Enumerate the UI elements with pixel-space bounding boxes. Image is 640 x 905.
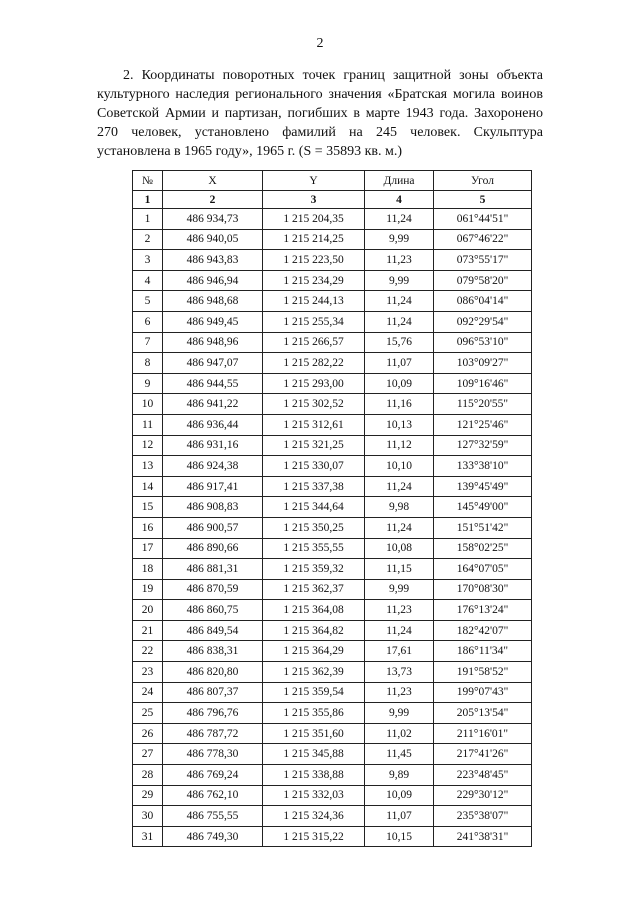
column-number: 4 xyxy=(365,191,434,209)
table-row xyxy=(133,394,532,415)
cell-number: 23 xyxy=(133,662,163,683)
cell-length: 10,13 xyxy=(365,414,434,435)
cell-y: 1 215 223,50 xyxy=(263,250,365,271)
cell-number: 17 xyxy=(133,538,163,559)
cell-y: 1 215 345,88 xyxy=(263,744,365,765)
cell-length: 11,24 xyxy=(365,620,434,641)
cell-y: 1 215 266,57 xyxy=(263,332,365,353)
cell-y: 1 215 362,39 xyxy=(263,662,365,683)
table-row xyxy=(133,662,532,683)
cell-number: 7 xyxy=(133,332,163,353)
table-row xyxy=(133,559,532,580)
table-row xyxy=(133,373,532,394)
cell-x: 486 787,72 xyxy=(163,723,263,744)
cell-angle: 151°51'42" xyxy=(434,517,532,538)
cell-length: 11,24 xyxy=(365,209,434,230)
cell-number: 18 xyxy=(133,559,163,580)
table-row xyxy=(133,435,532,456)
cell-y: 1 215 312,61 xyxy=(263,414,365,435)
cell-length: 11,07 xyxy=(365,353,434,374)
cell-x: 486 943,83 xyxy=(163,250,263,271)
cell-x: 486 769,24 xyxy=(163,765,263,786)
column-number: 3 xyxy=(263,191,365,209)
cell-angle: 182°42'07" xyxy=(434,620,532,641)
table-row xyxy=(133,311,532,332)
cell-length: 17,61 xyxy=(365,641,434,662)
table-row xyxy=(133,270,532,291)
cell-x: 486 936,44 xyxy=(163,414,263,435)
cell-y: 1 215 244,13 xyxy=(263,291,365,312)
cell-length: 11,07 xyxy=(365,806,434,827)
cell-length: 9,99 xyxy=(365,579,434,600)
cell-number: 22 xyxy=(133,641,163,662)
table-row xyxy=(133,291,532,312)
cell-x: 486 900,57 xyxy=(163,517,263,538)
cell-angle: 158°02'25" xyxy=(434,538,532,559)
table-header-row xyxy=(133,171,532,191)
cell-angle: 241°38'31" xyxy=(434,826,532,847)
cell-angle: 186°11'34" xyxy=(434,641,532,662)
table-row xyxy=(133,517,532,538)
cell-length: 11,15 xyxy=(365,559,434,580)
header-x: X xyxy=(163,171,263,191)
table-row xyxy=(133,538,532,559)
cell-number: 1 xyxy=(133,209,163,230)
cell-angle: 211°16'01" xyxy=(434,723,532,744)
cell-angle: 199°07'43" xyxy=(434,682,532,703)
cell-length: 9,99 xyxy=(365,229,434,250)
table-row xyxy=(133,826,532,847)
cell-number: 25 xyxy=(133,703,163,724)
cell-length: 9,99 xyxy=(365,703,434,724)
cell-x: 486 870,59 xyxy=(163,579,263,600)
cell-length: 9,98 xyxy=(365,497,434,518)
table-row xyxy=(133,806,532,827)
table-row xyxy=(133,682,532,703)
cell-angle: 096°53'10" xyxy=(434,332,532,353)
cell-angle: 223°48'45" xyxy=(434,765,532,786)
table-row xyxy=(133,250,532,271)
cell-x: 486 849,54 xyxy=(163,620,263,641)
section-paragraph: 2. Координаты поворотных точек границ защитной зоны объекта культурного наследия регионального значения «Братская могила воинов Советской Армии и партизан, погибших в марте 1943 года. Захоронено 270 человек, установлено фамилий на 245 человек. Скульптура установлена в 1965 году», 1965 г. (S = 35893 кв. м.) xyxy=(97,68,543,159)
cell-y: 1 215 214,25 xyxy=(263,229,365,250)
cell-y: 1 215 332,03 xyxy=(263,785,365,806)
cell-x: 486 908,83 xyxy=(163,497,263,518)
cell-angle: 170°08'30" xyxy=(434,579,532,600)
page-number: 2 xyxy=(316,36,324,51)
header-y: Y xyxy=(263,171,365,191)
table-row xyxy=(133,620,532,641)
table-row xyxy=(133,785,532,806)
table-row xyxy=(133,229,532,250)
cell-number: 27 xyxy=(133,744,163,765)
cell-length: 11,23 xyxy=(365,600,434,621)
cell-length: 13,73 xyxy=(365,662,434,683)
cell-length: 10,09 xyxy=(365,785,434,806)
cell-number: 8 xyxy=(133,353,163,374)
cell-angle: 133°38'10" xyxy=(434,456,532,477)
cell-y: 1 215 204,35 xyxy=(263,209,365,230)
cell-number: 10 xyxy=(133,394,163,415)
cell-x: 486 944,55 xyxy=(163,373,263,394)
cell-x: 486 807,37 xyxy=(163,682,263,703)
header-length: Длина xyxy=(365,171,434,191)
cell-x: 486 947,07 xyxy=(163,353,263,374)
table-row xyxy=(133,723,532,744)
cell-angle: 235°38'07" xyxy=(434,806,532,827)
cell-length: 11,24 xyxy=(365,291,434,312)
table-row xyxy=(133,579,532,600)
cell-number: 3 xyxy=(133,250,163,271)
cell-x: 486 890,66 xyxy=(163,538,263,559)
cell-number: 16 xyxy=(133,517,163,538)
cell-x: 486 948,68 xyxy=(163,291,263,312)
cell-length: 10,10 xyxy=(365,456,434,477)
cell-y: 1 215 350,25 xyxy=(263,517,365,538)
cell-number: 2 xyxy=(133,229,163,250)
cell-length: 11,24 xyxy=(365,517,434,538)
cell-length: 11,02 xyxy=(365,723,434,744)
cell-number: 30 xyxy=(133,806,163,827)
cell-x: 486 934,73 xyxy=(163,209,263,230)
cell-number: 6 xyxy=(133,311,163,332)
cell-angle: 145°49'00" xyxy=(434,497,532,518)
cell-y: 1 215 282,22 xyxy=(263,353,365,374)
cell-angle: 115°20'55" xyxy=(434,394,532,415)
cell-length: 9,89 xyxy=(365,765,434,786)
cell-x: 486 755,55 xyxy=(163,806,263,827)
cell-x: 486 931,16 xyxy=(163,435,263,456)
cell-y: 1 215 338,88 xyxy=(263,765,365,786)
cell-x: 486 948,96 xyxy=(163,332,263,353)
cell-y: 1 215 234,29 xyxy=(263,270,365,291)
cell-number: 14 xyxy=(133,476,163,497)
cell-y: 1 215 344,64 xyxy=(263,497,365,518)
cell-angle: 079°58'20" xyxy=(434,270,532,291)
cell-length: 10,09 xyxy=(365,373,434,394)
cell-y: 1 215 364,08 xyxy=(263,600,365,621)
cell-length: 9,99 xyxy=(365,270,434,291)
cell-number: 28 xyxy=(133,765,163,786)
cell-length: 11,45 xyxy=(365,744,434,765)
cell-angle: 061°44'51" xyxy=(434,209,532,230)
cell-y: 1 215 255,34 xyxy=(263,311,365,332)
table-row xyxy=(133,703,532,724)
cell-y: 1 215 359,54 xyxy=(263,682,365,703)
cell-y: 1 215 321,25 xyxy=(263,435,365,456)
cell-number: 11 xyxy=(133,414,163,435)
cell-angle: 067°46'22" xyxy=(434,229,532,250)
cell-y: 1 215 324,36 xyxy=(263,806,365,827)
cell-angle: 229°30'12" xyxy=(434,785,532,806)
cell-y: 1 215 293,00 xyxy=(263,373,365,394)
cell-y: 1 215 315,22 xyxy=(263,826,365,847)
cell-x: 486 941,22 xyxy=(163,394,263,415)
table-row xyxy=(133,414,532,435)
cell-angle: 121°25'46" xyxy=(434,414,532,435)
cell-angle: 109°16'46" xyxy=(434,373,532,394)
cell-x: 486 796,76 xyxy=(163,703,263,724)
cell-number: 9 xyxy=(133,373,163,394)
cell-y: 1 215 355,55 xyxy=(263,538,365,559)
table-row xyxy=(133,209,532,230)
cell-length: 11,24 xyxy=(365,476,434,497)
cell-angle: 127°32'59" xyxy=(434,435,532,456)
column-number: 5 xyxy=(434,191,532,209)
cell-y: 1 215 362,37 xyxy=(263,579,365,600)
cell-y: 1 215 364,82 xyxy=(263,620,365,641)
cell-length: 11,24 xyxy=(365,311,434,332)
cell-length: 10,08 xyxy=(365,538,434,559)
table-row xyxy=(133,476,532,497)
cell-angle: 176°13'24" xyxy=(434,600,532,621)
cell-x: 486 749,30 xyxy=(163,826,263,847)
cell-length: 11,16 xyxy=(365,394,434,415)
cell-length: 15,76 xyxy=(365,332,434,353)
cell-y: 1 215 330,07 xyxy=(263,456,365,477)
cell-x: 486 924,38 xyxy=(163,456,263,477)
cell-y: 1 215 351,60 xyxy=(263,723,365,744)
cell-angle: 073°55'17" xyxy=(434,250,532,271)
cell-x: 486 946,94 xyxy=(163,270,263,291)
cell-angle: 092°29'54" xyxy=(434,311,532,332)
cell-number: 24 xyxy=(133,682,163,703)
cell-angle: 164°07'05" xyxy=(434,559,532,580)
table-row xyxy=(133,744,532,765)
cell-x: 486 917,41 xyxy=(163,476,263,497)
cell-y: 1 215 364,29 xyxy=(263,641,365,662)
cell-angle: 086°04'14" xyxy=(434,291,532,312)
cell-x: 486 940,05 xyxy=(163,229,263,250)
table-row xyxy=(133,600,532,621)
table-row xyxy=(133,332,532,353)
cell-y: 1 215 359,32 xyxy=(263,559,365,580)
cell-angle: 205°13'54" xyxy=(434,703,532,724)
cell-x: 486 838,31 xyxy=(163,641,263,662)
cell-number: 20 xyxy=(133,600,163,621)
cell-length: 11,23 xyxy=(365,250,434,271)
cell-x: 486 762,10 xyxy=(163,785,263,806)
header-angle: Угол xyxy=(434,171,532,191)
cell-length: 10,15 xyxy=(365,826,434,847)
coordinates-table xyxy=(132,170,532,847)
table-row xyxy=(133,765,532,786)
cell-angle: 217°41'26" xyxy=(434,744,532,765)
cell-angle: 103°09'27" xyxy=(434,353,532,374)
cell-number: 5 xyxy=(133,291,163,312)
cell-y: 1 215 302,52 xyxy=(263,394,365,415)
cell-number: 4 xyxy=(133,270,163,291)
cell-number: 15 xyxy=(133,497,163,518)
cell-number: 13 xyxy=(133,456,163,477)
cell-y: 1 215 337,38 xyxy=(263,476,365,497)
column-number: 2 xyxy=(163,191,263,209)
cell-x: 486 881,31 xyxy=(163,559,263,580)
cell-number: 26 xyxy=(133,723,163,744)
cell-x: 486 949,45 xyxy=(163,311,263,332)
cell-number: 31 xyxy=(133,826,163,847)
cell-length: 11,23 xyxy=(365,682,434,703)
table-row xyxy=(133,497,532,518)
cell-angle: 191°58'52" xyxy=(434,662,532,683)
cell-number: 29 xyxy=(133,785,163,806)
cell-x: 486 860,75 xyxy=(163,600,263,621)
table-row xyxy=(133,353,532,374)
table-row xyxy=(133,641,532,662)
cell-number: 21 xyxy=(133,620,163,641)
cell-length: 11,12 xyxy=(365,435,434,456)
column-number: 1 xyxy=(133,191,163,209)
cell-x: 486 778,30 xyxy=(163,744,263,765)
cell-y: 1 215 355,86 xyxy=(263,703,365,724)
cell-x: 486 820,80 xyxy=(163,662,263,683)
table-row xyxy=(133,456,532,477)
cell-angle: 139°45'49" xyxy=(434,476,532,497)
cell-number: 19 xyxy=(133,579,163,600)
cell-number: 12 xyxy=(133,435,163,456)
header-number: № xyxy=(133,171,163,191)
column-number-row xyxy=(133,191,532,209)
